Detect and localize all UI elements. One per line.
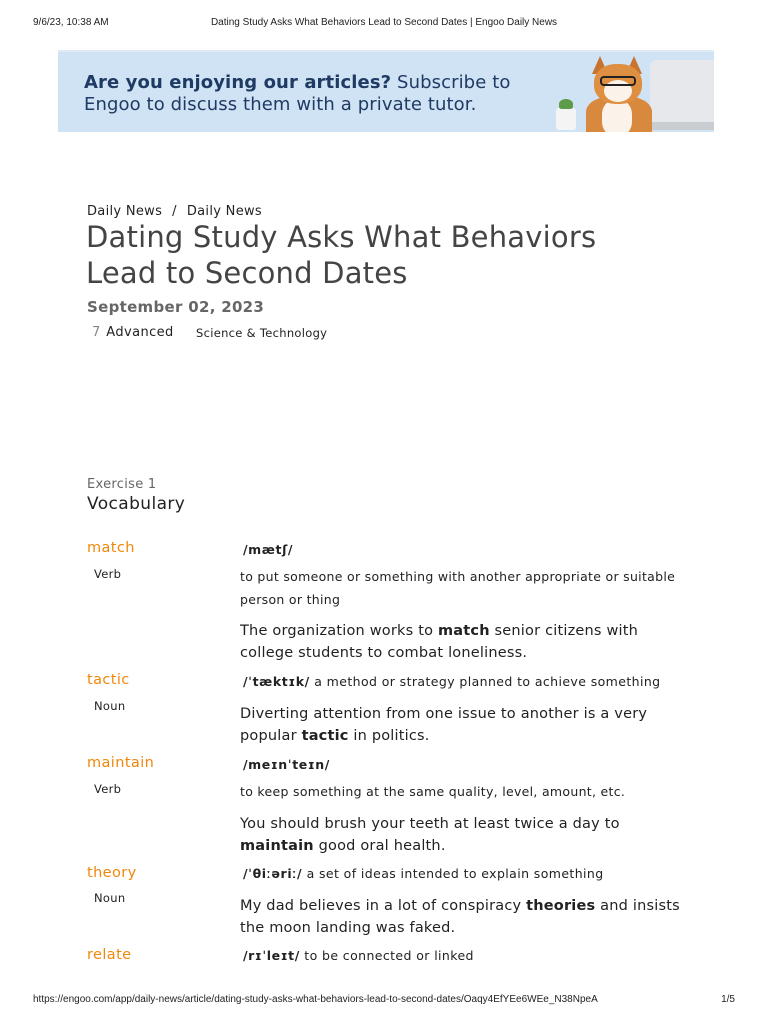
level-number: 7	[92, 325, 101, 340]
vocab-example: You should brush your teeth at least twice a day to maintain good oral health.	[240, 816, 620, 854]
page-title-line-2: Lead to Second Dates	[86, 256, 408, 290]
banner-text	[84, 72, 510, 116]
page-title	[86, 219, 686, 291]
vocab-word: relate	[87, 947, 132, 963]
publish-date: September 02, 2023	[87, 298, 265, 316]
vocab-word: tactic	[87, 672, 130, 688]
vocab-phonetic-definition: /ˈtæktɪk/ a method or strategy planned to achieve something	[243, 674, 661, 689]
vocab-part-of-speech: Noun	[94, 891, 126, 905]
vocab-definition: to keep something at the same quality, level, amount, etc.	[240, 784, 626, 799]
breadcrumb-separator: /	[172, 204, 177, 219]
plant-illustration	[556, 108, 576, 130]
vocab-definition: to put someone or something with another appropriate or suitable person or thing	[240, 569, 676, 607]
breadcrumb	[87, 204, 262, 219]
article-meta	[92, 325, 328, 340]
vocab-phonetic-definition: /ˈθiːəriː/ a set of ideas intended to explain something	[243, 866, 604, 881]
vocab-part-of-speech: Verb	[94, 782, 122, 796]
banner-line-2: Engoo to discuss them with a private tutor.	[84, 94, 477, 115]
breadcrumb-item-daily-news-current[interactable]: Daily News	[186, 204, 262, 219]
print-header	[33, 17, 735, 31]
page-number: 1/5	[721, 994, 735, 1005]
vocab-part-of-speech: Verb	[94, 567, 122, 581]
vocab-word: match	[87, 540, 135, 556]
exercise-label: Exercise 1	[87, 477, 157, 492]
level-name: Advanced	[106, 325, 174, 340]
vocab-example: The organization works to match senior citizens with college students to combat loneliness.	[240, 623, 639, 661]
banner-subscribe-text: Subscribe to	[391, 72, 511, 93]
vocab-part-of-speech: Noun	[94, 699, 126, 713]
page-title-line-1: Dating Study Asks What Behaviors	[86, 220, 597, 254]
print-page-title: Dating Study Asks What Behaviors Lead to Second Dates | Engoo Daily News	[210, 17, 558, 28]
vocab-word: maintain	[87, 755, 155, 771]
category-tag[interactable]: Science & Technology	[196, 326, 328, 340]
vocab-word: theory	[87, 865, 137, 881]
vocab-phonetic-definition: /rɪˈleɪt/ to be connected or linked	[243, 948, 474, 963]
section-title: Vocabulary	[87, 494, 186, 514]
print-url: https://engoo.com/app/daily-news/article/dating-study-asks-what-behaviors-lead-to-second-dates/Oaqy4EfYEe6WEe_N38NpeA	[33, 994, 598, 1005]
vocab-example: My dad believes in a lot of conspiracy theories and insists the moon landing was faked.	[240, 898, 680, 936]
subscribe-banner[interactable]	[58, 50, 714, 132]
vocab-phonetic: /mætʃ/	[243, 542, 294, 557]
breadcrumb-item-daily-news[interactable]: Daily News	[87, 204, 163, 219]
banner-question: Are you enjoying our articles?	[84, 72, 392, 93]
corgi-illustration	[580, 56, 656, 132]
vocab-phonetic: /meɪnˈteɪn/	[243, 757, 330, 772]
vocab-example: Diverting attention from one issue to another is a very popular tactic in politics.	[240, 706, 648, 744]
laptop-illustration	[650, 60, 714, 124]
print-datetime: 9/6/23, 10:38 AM	[33, 17, 109, 28]
